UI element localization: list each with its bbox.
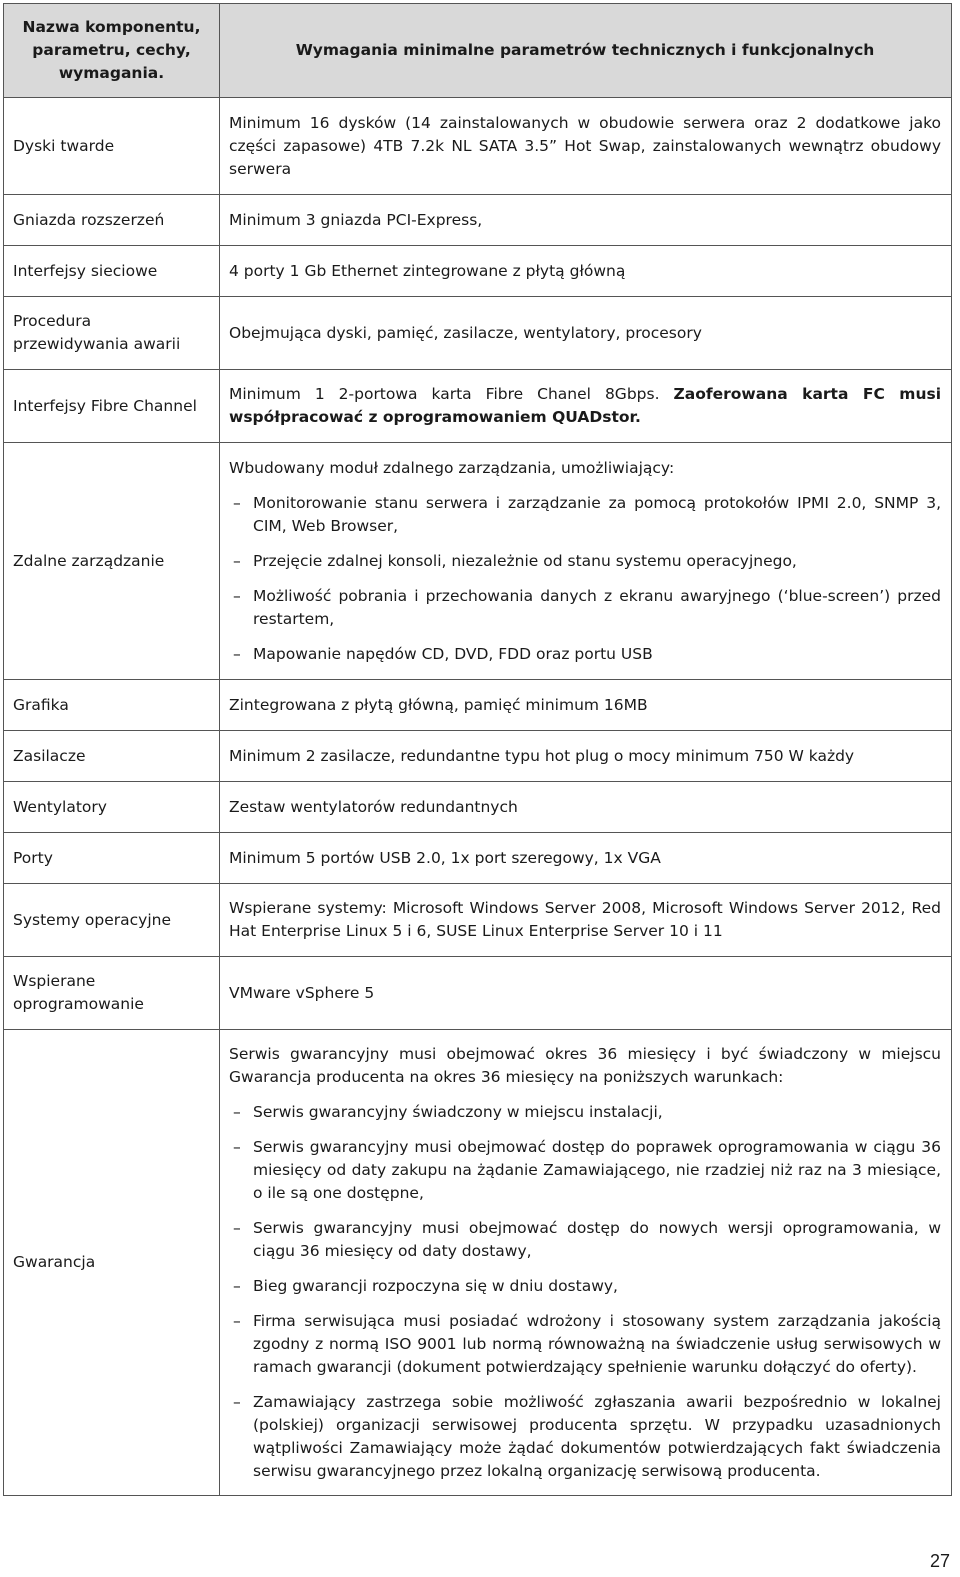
row-value <box>220 370 952 443</box>
row-label: Systemy operacyjne <box>4 884 220 957</box>
row-label: Grafika <box>4 680 220 731</box>
page-number: 27 <box>929 1551 950 1571</box>
remote-intro: Wbudowany moduł zdalnego zarządzania, umożliwiający: <box>229 458 675 477</box>
row-value: Minimum 2 zasilacze, redundantne typu hot plug o mocy minimum 750 W każdy <box>220 731 952 782</box>
row-value: Zestaw wentylatorów redundantnych <box>220 782 952 833</box>
table-row <box>4 1030 952 1496</box>
list-item: – Możliwość pobrania i przechowania danych z ekranu awaryjnego (‘blue-screen’) przed restartem, <box>229 585 941 631</box>
row-value <box>220 1030 952 1496</box>
table-row <box>4 680 952 731</box>
row-label: Interfejsy Fibre Channel <box>4 370 220 443</box>
row-label: Zdalne zarządzanie <box>4 443 220 680</box>
list-item: – Mapowanie napędów CD, DVD, FDD oraz portu USB <box>229 643 941 666</box>
list-item: – Firma serwisująca musi posiadać wdrożony i stosowany system zarządzania jakością zgodny z normą ISO 9001 lub normą równoważną na świadczenie usług serwisowych w ramach gwarancji (dokument potwierdzający spełnienie warunku dołączyć do oferty). <box>229 1310 941 1379</box>
table-row <box>4 731 952 782</box>
header-requirements: Wymagania minimalne parametrów technicznych i funkcjonalnych <box>220 4 952 98</box>
specification-table <box>3 3 952 1496</box>
row-label: Gwarancja <box>4 1030 220 1496</box>
row-label: Gniazda rozszerzeń <box>4 195 220 246</box>
row-value: Zintegrowana z płytą główną, pamięć minimum 16MB <box>220 680 952 731</box>
list-item: – Bieg gwarancji rozpoczyna się w dniu dostawy, <box>229 1275 941 1298</box>
list-item: – Serwis gwarancyjny musi obejmować dostęp do poprawek oprogramowania w ciągu 36 miesięcy od daty zakupu na żądanie Zamawiającego, nie rzadziej niż raz na 3 miesiące, o ile są one dostępne, <box>229 1136 941 1205</box>
row-label: Zasilacze <box>4 731 220 782</box>
row-value: Minimum 5 portów USB 2.0, 1x port szeregowy, 1x VGA <box>220 833 952 884</box>
remote-list <box>229 492 941 666</box>
list-item: – Serwis gwarancyjny musi obejmować dostęp do nowych wersji oprogramowania, w ciągu 36 miesięcy od daty dostawy, <box>229 1217 941 1263</box>
row-label: Wspierane oprogramowanie <box>4 957 220 1030</box>
list-item: – Zamawiający zastrzega sobie możliwość zgłaszania awarii bezpośrednio w lokalnej (polskiej) organizacji serwisowej producenta sprzętu. W przypadku uzasadnionych wątpliwości Zamawiający może żądać dokumentów potwierdzających fakt świadczenia serwisu gwarancyjnego przez lokalną organizację serwisową producenta. <box>229 1391 941 1483</box>
row-value: Minimum 3 gniazda PCI-Express, <box>220 195 952 246</box>
table-row <box>4 297 952 370</box>
row-value: 4 porty 1 Gb Ethernet zintegrowane z płytą główną <box>220 246 952 297</box>
header-component: Nazwa komponentu, parametru, cechy, wymagania. <box>4 4 220 98</box>
table-row <box>4 884 952 957</box>
fc-text: Minimum 1 2-portowa karta Fibre Chanel 8Gbps. <box>229 385 660 403</box>
table-row <box>4 370 952 443</box>
table-row <box>4 782 952 833</box>
table-row <box>4 195 952 246</box>
list-item: – Serwis gwarancyjny świadczony w miejscu instalacji, <box>229 1101 941 1124</box>
row-label: Porty <box>4 833 220 884</box>
row-label: Procedura przewidywania awarii <box>4 297 220 370</box>
row-label: Wentylatory <box>4 782 220 833</box>
table-row <box>4 957 952 1030</box>
table-header-row <box>4 4 952 98</box>
row-label: Dyski twarde <box>4 98 220 195</box>
table-row <box>4 246 952 297</box>
row-value: Wspierane systemy: Microsoft Windows Server 2008, Microsoft Windows Server 2012, Red Hat Enterprise Linux 5 i 6, SUSE Linux Enterprise Server 10 i 11 <box>220 884 952 957</box>
fc-bold-note: Zaoferowana karta FC musi współpracować z oprogramowaniem QUADstor. <box>229 385 942 426</box>
warranty-list <box>229 1101 941 1483</box>
list-item: – Monitorowanie stanu serwera i zarządzanie za pomocą protokołów IPMI 2.0, SNMP 3, CIM, Web Browser, <box>229 492 941 538</box>
row-value: VMware vSphere 5 <box>220 957 952 1030</box>
row-value <box>220 443 952 680</box>
table-row <box>4 98 952 195</box>
table-row <box>4 833 952 884</box>
list-item: – Przejęcie zdalnej konsoli, niezależnie od stanu systemu operacyjnego, <box>229 550 941 573</box>
row-value: Minimum 16 dysków (14 zainstalowanych w obudowie serwera oraz 2 dodatkowe jako części zapasowe) 4TB 7.2k NL SATA 3.5” Hot Swap, zainstalowanych wewnątrz obudowy serwera <box>220 98 952 195</box>
table-row <box>4 443 952 680</box>
row-label: Interfejsy sieciowe <box>4 246 220 297</box>
warranty-intro: Serwis gwarancyjny musi obejmować okres 36 miesięcy i być świadczony w miejscu Gwarancja producenta na okres 36 miesięcy na poniższych warunkach: <box>229 1044 941 1086</box>
row-value: Obejmująca dyski, pamięć, zasilacze, wentylatory, procesory <box>220 297 952 370</box>
